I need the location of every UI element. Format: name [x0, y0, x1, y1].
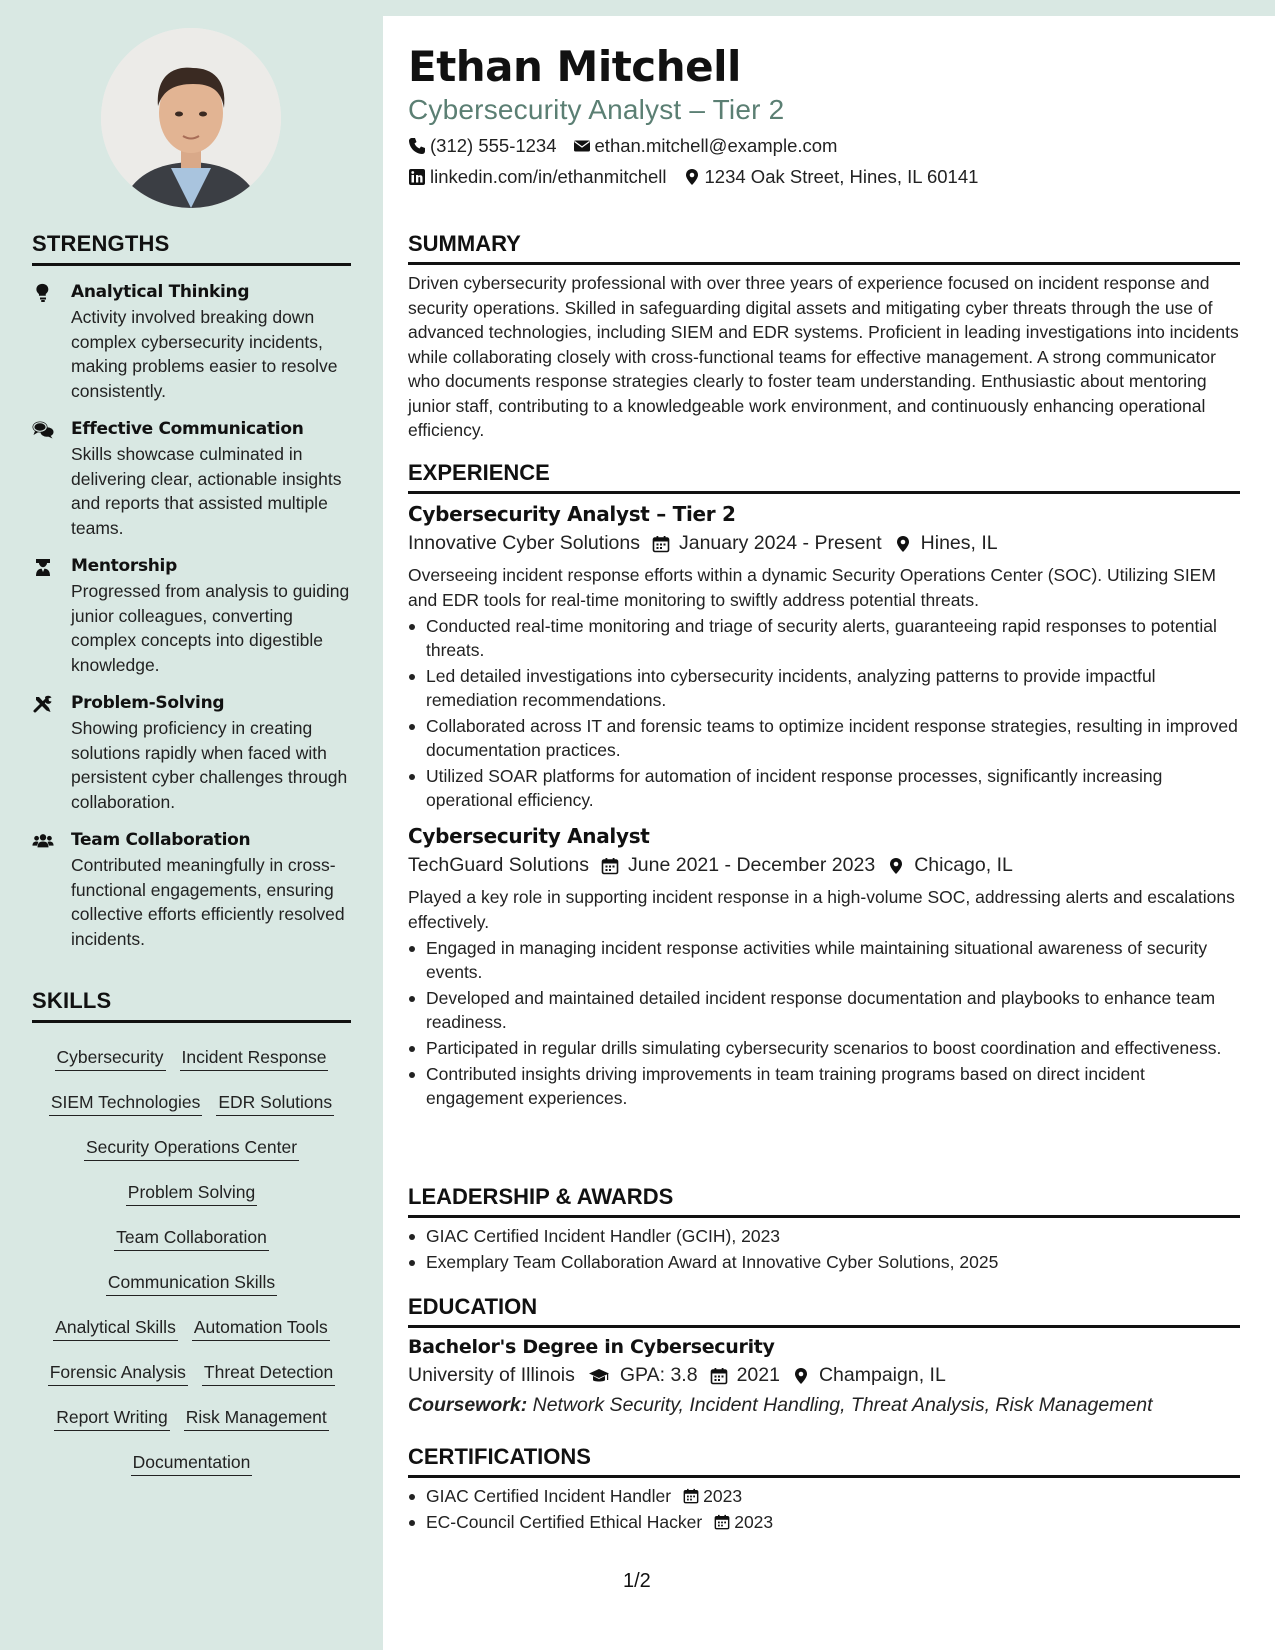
- skill-chip: Team Collaboration: [114, 1224, 269, 1251]
- skill-chip: Security Operations Center: [84, 1134, 299, 1161]
- strength-desc: Showing proficiency in creating solutions rapidly when faced with persistent cyber challenges through collaboration.: [71, 718, 348, 812]
- calendar-icon: [652, 535, 670, 553]
- job-meta: [408, 532, 1240, 555]
- skill-chip: Documentation: [131, 1449, 253, 1476]
- skill-chip: Analytical Skills: [53, 1314, 178, 1341]
- certification-item: [408, 1510, 1240, 1534]
- skill-chip: SIEM Technologies: [49, 1089, 203, 1116]
- experience-section: [408, 460, 1240, 1110]
- education-location-text: Champaign, IL: [818, 1364, 946, 1386]
- job-location: [894, 532, 998, 555]
- coursework-label: Coursework:: [408, 1394, 528, 1416]
- email-contact[interactable]: [573, 135, 838, 157]
- linkedin-icon: [408, 168, 426, 186]
- job-entry: [408, 824, 1240, 1110]
- candidate-title: Cybersecurity Analyst – Tier 2: [408, 94, 785, 125]
- education-title: EDUCATION: [408, 1294, 1240, 1328]
- job-bullet: Led detailed investigations into cybersecurity incidents, analyzing patterns to provide impactful remediation recommendations.: [408, 664, 1240, 712]
- sidebar: [0, 0, 383, 1650]
- skill-chip: Risk Management: [184, 1404, 329, 1431]
- certification-year: 2023: [703, 1486, 743, 1506]
- graduation-cap-icon: [587, 1367, 611, 1385]
- tools-icon: [32, 694, 54, 714]
- education-school: University of Illinois: [408, 1364, 575, 1386]
- job-dates: [601, 854, 875, 877]
- contact-row-1: [408, 135, 853, 157]
- skill-chip: Forensic Analysis: [48, 1359, 188, 1386]
- coursework-text: Network Security, Incident Handling, Threat Analysis, Risk Management: [532, 1394, 1153, 1416]
- skill-chip: Threat Detection: [202, 1359, 335, 1386]
- job-bullet: Engaged in managing incident response activities while maintaining situational awareness of security events.: [408, 936, 1240, 984]
- education-coursework: [408, 1394, 1240, 1417]
- job-location-text: Hines, IL: [920, 532, 998, 554]
- certifications-section: [408, 1444, 1240, 1534]
- job-bullet: Developed and maintained detailed incident response documentation and playbooks to enhance team readiness.: [408, 986, 1240, 1034]
- strengths-title: STRENGTHS: [32, 231, 351, 266]
- skills-list: [32, 1035, 351, 1485]
- job-company: Innovative Cyber Solutions: [408, 532, 640, 554]
- strength-item: [32, 555, 351, 677]
- skill-chip: Communication Skills: [106, 1269, 277, 1296]
- certification-name: GIAC Certified Incident Handler: [426, 1486, 672, 1506]
- education-gpa: [587, 1364, 698, 1387]
- lightbulb-icon: [32, 283, 54, 303]
- map-pin-icon: [894, 535, 912, 553]
- job-bullet: Utilized SOAR platforms for automation of incident response processes, significantly increasing operational efficiency.: [408, 764, 1240, 812]
- job-bullets: [408, 614, 1240, 812]
- strength-item: [32, 829, 351, 951]
- leadership-item: Exemplary Team Collaboration Award at Innovative Cyber Solutions, 2025: [408, 1250, 1240, 1274]
- map-pin-icon: [792, 1367, 810, 1385]
- certification-name: EC-Council Certified Ethical Hacker: [426, 1512, 703, 1532]
- certifications-list: [408, 1484, 1240, 1534]
- education-section: [408, 1294, 1240, 1417]
- education-year: [710, 1364, 780, 1387]
- skills-title: SKILLS: [32, 988, 351, 1023]
- job-bullet: Conducted real-time monitoring and triage of security alerts, guaranteeing rapid responses to potential threats.: [408, 614, 1240, 662]
- strength-item: [32, 692, 351, 814]
- job-bullet: Collaborated across IT and forensic teams to optimize incident response strategies, resulting in improved documentation practices.: [408, 714, 1240, 762]
- linkedin-text: linkedin.com/in/ethanmitchell: [430, 166, 667, 187]
- summary-text: Driven cybersecurity professional with over three years of experience focused on incident response and security operations. Skilled in safeguarding digital assets and mitigating cyber threats through the use of advanced technologies, including SIEM and EDR systems. Proficient in leading investigations into incidents while collaborating closely with cross-functional teams for effective management. A strong communicator who documents response strategies clearly to foster team understanding. Enthusiastic about mentoring junior staff, contributing to a knowledgeable work environment, and continuously enhancing operational efficiency.: [408, 273, 1239, 440]
- strength-title: Mentorship: [71, 556, 177, 576]
- avatar-photo: [101, 28, 281, 208]
- certification-year: 2023: [734, 1512, 774, 1532]
- calendar-icon: [710, 1367, 728, 1385]
- email-text: ethan.mitchell@example.com: [594, 135, 838, 156]
- strength-title: Effective Communication: [71, 419, 304, 439]
- job-role: Cybersecurity Analyst – Tier 2: [408, 502, 736, 526]
- summary-title: SUMMARY: [408, 231, 1240, 265]
- job-bullet: Contributed insights driving improvements in team training programs based on direct incident engagement experiences.: [408, 1062, 1240, 1110]
- skill-chip: Automation Tools: [192, 1314, 330, 1341]
- job-desc: Played a key role in supporting incident response in a high-volume SOC, addressing alerts and escalations effectively.: [408, 887, 1235, 932]
- job-role: Cybersecurity Analyst: [408, 824, 650, 848]
- experience-title: EXPERIENCE: [408, 460, 1240, 494]
- candidate-name: Ethan Mitchell: [408, 42, 741, 91]
- leadership-item: GIAC Certified Incident Handler (GCIH), 2023: [408, 1224, 1240, 1248]
- envelope-icon: [573, 137, 591, 155]
- skill-chip: Problem Solving: [126, 1179, 257, 1206]
- education-year-text: 2021: [736, 1364, 780, 1386]
- phone-contact[interactable]: [408, 135, 557, 157]
- avatar: [101, 28, 281, 208]
- job-desc: Overseeing incident response efforts within a dynamic Security Operations Center (SOC). Utilizing SIEM and EDR tools for real-time monitoring to swiftly address potential threats.: [408, 565, 1216, 610]
- phone-icon: [408, 137, 426, 155]
- contact-row-2: [408, 166, 994, 188]
- map-pin-icon: [683, 168, 701, 186]
- certifications-title: CERTIFICATIONS: [408, 1444, 1240, 1478]
- leadership-section: [408, 1184, 1240, 1274]
- job-bullets: [408, 936, 1240, 1110]
- strength-title: Problem-Solving: [71, 693, 225, 713]
- job-entry: [408, 502, 1240, 812]
- calendar-icon: [714, 1514, 730, 1530]
- users-icon: [32, 831, 54, 851]
- calendar-icon: [601, 857, 619, 875]
- strength-item: [32, 281, 351, 403]
- job-dates: [652, 532, 882, 555]
- strengths-section: [32, 231, 351, 951]
- job-bullet: Participated in regular drills simulating cybersecurity scenarios to boost coordination and effectiveness.: [408, 1036, 1240, 1060]
- phone-text: (312) 555-1234: [430, 135, 557, 156]
- job-company: TechGuard Solutions: [408, 854, 590, 876]
- address-contact: [683, 166, 979, 188]
- page-number: 1/2: [623, 1570, 651, 1592]
- job-dates-text: January 2024 - Present: [678, 532, 882, 554]
- strength-desc: Activity involved breaking down complex cybersecurity incidents, making problems easier to resolve consistently.: [71, 307, 338, 401]
- teacher-icon: [32, 557, 54, 577]
- job-location: [887, 854, 1013, 877]
- strength-title: Analytical Thinking: [71, 282, 250, 302]
- comments-icon: [32, 420, 54, 440]
- education-meta: [408, 1364, 1240, 1387]
- linkedin-contact[interactable]: [408, 166, 667, 188]
- map-pin-icon: [887, 857, 905, 875]
- skill-chip: Cybersecurity: [55, 1044, 166, 1071]
- job-location-text: Chicago, IL: [914, 854, 1013, 876]
- certification-item: [408, 1484, 1240, 1508]
- strength-title: Team Collaboration: [71, 830, 251, 850]
- strength-item: [32, 418, 351, 540]
- calendar-icon: [683, 1488, 699, 1504]
- education-gpa-text: GPA: 3.8: [619, 1364, 698, 1386]
- leadership-list: [408, 1224, 1240, 1274]
- skill-chip: Incident Response: [180, 1044, 329, 1071]
- skills-section: [32, 988, 351, 1485]
- strength-desc: Contributed meaningfully in cross-functional engagements, ensuring collective efforts efficiently resolved incidents.: [71, 855, 345, 949]
- strength-desc: Skills showcase culminated in delivering clear, actionable insights and reports that assisted multiple teams.: [71, 444, 342, 538]
- job-dates-text: June 2021 - December 2023: [628, 854, 876, 876]
- job-meta: [408, 854, 1240, 877]
- main-content: [383, 16, 1275, 1650]
- summary-section: [408, 231, 1240, 443]
- leadership-title: LEADERSHIP & AWARDS: [408, 1184, 1240, 1218]
- education-degree: Bachelor's Degree in Cybersecurity: [408, 1336, 775, 1358]
- strength-desc: Progressed from analysis to guiding junior colleagues, converting complex concepts into digestible knowledge.: [71, 581, 350, 675]
- skill-chip: Report Writing: [54, 1404, 170, 1431]
- education-location: [792, 1364, 946, 1387]
- address-text: 1234 Oak Street, Hines, IL 60141: [704, 166, 979, 187]
- skill-chip: EDR Solutions: [216, 1089, 334, 1116]
